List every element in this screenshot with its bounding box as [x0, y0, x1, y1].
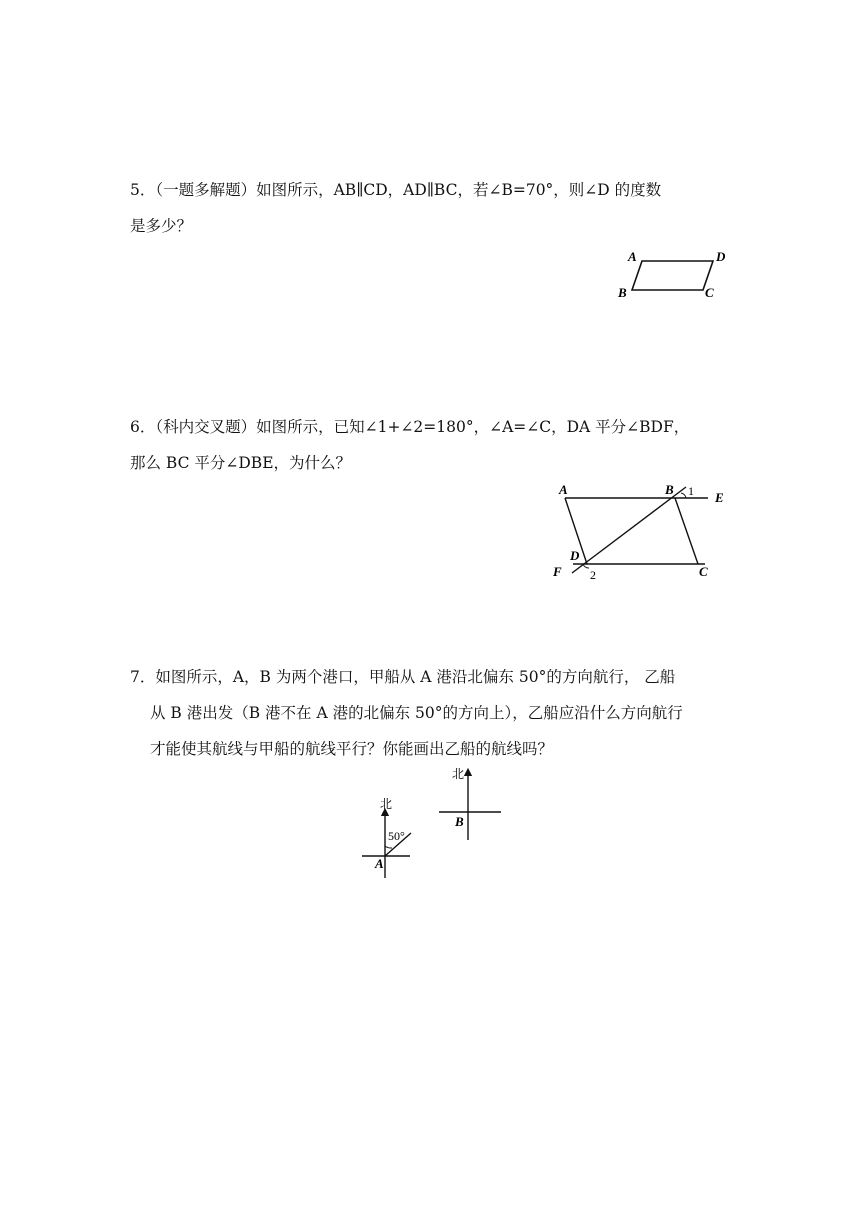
- question-6: [130, 409, 730, 481]
- label-c: C: [705, 285, 714, 300]
- question-7-line-1: 7．如图所示，A，B 为两个港口，甲船从 A 港沿北偏东 50°的方向航行， 乙船: [130, 668, 676, 686]
- label-a: A: [559, 482, 568, 497]
- question-6-line-1: 6．（科内交叉题）如图所示，已知∠1+∠2=180°，∠A=∠C，DA 平分∠BDF，: [130, 418, 690, 436]
- question-7-line-2: 从 B 港出发（B 港不在 A 港的北偏东 50°的方向上），乙船应沿什么方向航行: [150, 704, 683, 722]
- label-a: A: [628, 249, 637, 264]
- label-c: C: [699, 564, 708, 579]
- label-d: D: [570, 548, 580, 563]
- segment-bc: [675, 498, 698, 564]
- label-b: B: [618, 285, 627, 300]
- label-e: E: [715, 490, 724, 505]
- question-5-line-2: 是多少？: [130, 217, 193, 235]
- angle-50-mark: [385, 846, 392, 848]
- question-7: [130, 659, 730, 767]
- ports-figure: [355, 762, 515, 882]
- parallelogram-figure: [610, 246, 735, 301]
- question-6-line-2: 那么 BC 平分∠DBE，为什么？: [130, 454, 352, 472]
- b-north-label: 北: [452, 767, 465, 781]
- label-f: F: [553, 564, 562, 579]
- label-a: A: [375, 856, 384, 871]
- question-5: [130, 172, 730, 244]
- parallelogram-abcd: [632, 261, 713, 290]
- label-d: D: [716, 249, 726, 264]
- label-b: B: [455, 814, 464, 829]
- label-1: 1: [688, 484, 694, 498]
- label-2: 2: [590, 568, 596, 582]
- angle-50-label: 50°: [388, 829, 405, 843]
- label-b: B: [665, 482, 674, 497]
- segment-bd: [572, 487, 686, 573]
- parallel-lines-figure: [545, 478, 735, 588]
- angle-1-mark: [681, 493, 686, 498]
- question-5-line-1: 5．（一题多解题）如图所示，AB∥CD，AD∥BC，若∠B=70°，则∠D 的度数: [130, 181, 662, 199]
- question-7-line-3: 才能使其航线与甲船的航线平行？你能画出乙船的航线吗？: [150, 740, 554, 758]
- a-north-label: 北: [380, 797, 393, 811]
